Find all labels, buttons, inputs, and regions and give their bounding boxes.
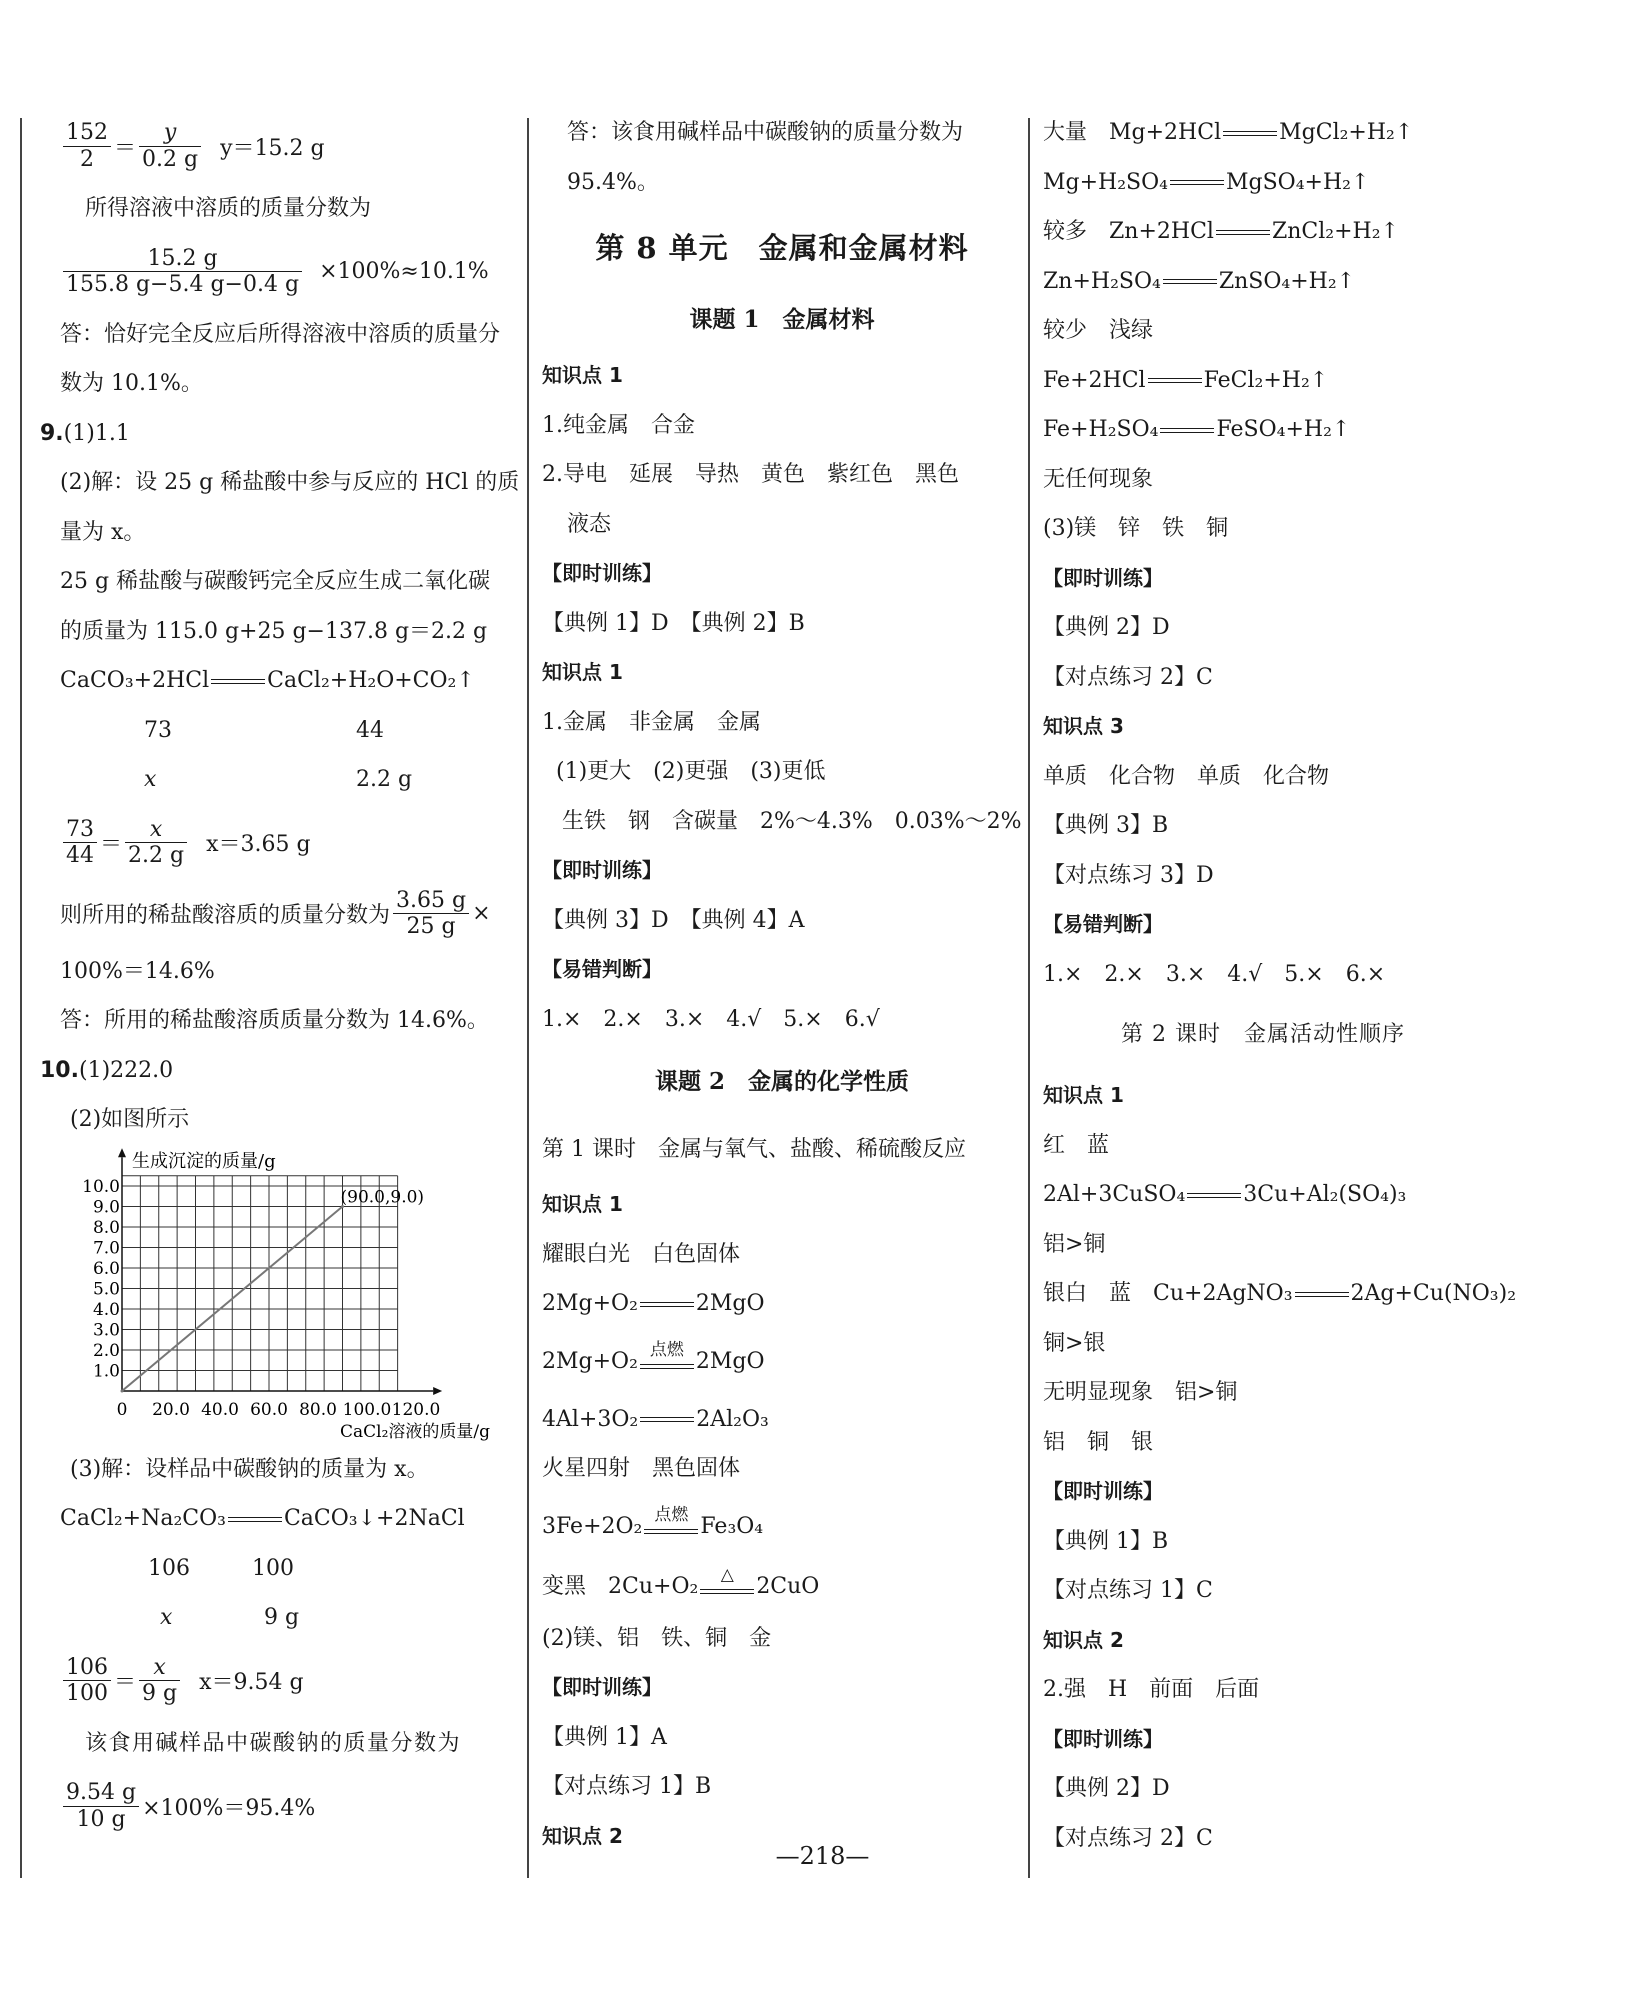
answer-line: 【对点练习 2】C [1043, 664, 1213, 690]
chart-x-tick-label: 20.0 [152, 1399, 190, 1420]
equation: 3Fe+2O₂ 点燃 Fe₃O₄ [542, 1504, 764, 1539]
answer-line: 【典例 1】A [542, 1724, 667, 1750]
column-divider-middle [527, 118, 529, 1878]
answer-line: 液态 [567, 511, 612, 537]
answer-line: 答：该食用碱样品中碳酸钠的质量分数为 [567, 120, 964, 145]
q10-proportion: $\frac{106}{100}$ ＝ $\frac{x}{9 g}$ x＝9.54 g [60, 1643, 510, 1719]
precipitate-chart [60, 1145, 510, 1445]
answer-line: 2.导电 延展 导热 黄色 紫红色 黑色 [542, 462, 959, 487]
chart-y-tick-label: 4.0 [92, 1299, 120, 1320]
chart-x-tick-label: 80.0 [299, 1399, 337, 1420]
q9-co2-line2: 的质量为 115.0 g+25 g−137.8 g＝2.2 g [60, 618, 488, 644]
lesson-title: 课题 2 金属的化学性质 [654, 1068, 909, 1095]
answer-column-1 [40, 108, 520, 1844]
equation: Zn+H₂SO₄ ZnSO₄+H₂↑ [1043, 268, 1356, 294]
answer-line: 单质 化合物 单质 化合物 [1043, 763, 1330, 789]
section-heading: 【易错判断】 [542, 957, 662, 981]
answer-line: 2.强 H 前面 后面 [1043, 1677, 1260, 1702]
lesson-title: 课题 1 金属材料 [689, 306, 875, 333]
chart-grid [122, 1175, 398, 1390]
section-heading: 【即时训练】 [1043, 565, 1163, 590]
answer-line: 95.4%。 [567, 169, 659, 195]
section-heading: 知识点 1 [542, 660, 623, 684]
answer-column-2 [542, 108, 1022, 1861]
q9-percentage: 则所用的稀盐酸溶质的质量分数为 $\frac{3.65 g}{25 g}$ × [60, 887, 491, 939]
q10-equation: CaCl₂+Na₂CO₃ CaCO₃↓+2NaCl [60, 1506, 465, 1531]
answer-line: (2)镁、铝 铁、铜 金 [542, 1625, 772, 1651]
equation: 2Al+3CuSO₄ 3Cu+Al₂(SO₄)₃ [1043, 1182, 1407, 1207]
answer-line: 【典例 3】D 【典例 4】A [542, 907, 805, 933]
answer-line: 无任何现象 [1043, 466, 1154, 492]
chart-point-annotation: (90.0,9.0) [340, 1187, 425, 1207]
answer-line: 铝 铜 银 [1043, 1429, 1154, 1455]
answer-line: 【对点练习 2】C [1043, 1825, 1213, 1851]
q8-answer-line1: 答：恰好完全反应后所得溶液中溶质的质量分 [60, 321, 501, 347]
equation: 变黑 2Cu+O₂ △ 2CuO [542, 1564, 820, 1599]
answer-line: (3)镁 锌 铁 铜 [1043, 516, 1229, 541]
precipitate-chart-svg [60, 1145, 510, 1445]
equation: 大量 Mg+2HCl MgCl₂+H₂↑ [1043, 120, 1414, 145]
answer-line: 无明显现象 铝>铜 [1043, 1380, 1238, 1405]
answer-line: 【典例 2】D [1043, 1776, 1170, 1801]
answer-line: 【典例 1】B [1043, 1528, 1169, 1554]
section-heading: 知识点 3 [1043, 714, 1124, 738]
chart-y-tick-label: 2.0 [92, 1340, 120, 1361]
chart-x-tick-label: 100.0 [342, 1399, 392, 1420]
q9-equation: CaCO₃+2HCl CaCl₂+H₂O+CO₂↑ [60, 668, 475, 693]
equation: Mg+H₂SO₄ MgSO₄+H₂↑ [1043, 169, 1370, 195]
q10-part1: 10.(1)222.0 [40, 1057, 174, 1083]
q10-ratio-row2: x 9 g [160, 1605, 300, 1630]
period-title: 第 2 课时 金属活动性顺序 [1121, 1022, 1405, 1047]
column-divider-left [20, 118, 22, 1878]
answer-line: 铝>铜 [1043, 1231, 1106, 1257]
q10-part2: (2)如图所示 [70, 1107, 190, 1132]
q9-part2-line1: (2)解：设 25 g 稀盐酸中参与反应的 HCl 的质 [60, 470, 520, 495]
equation: 4Al+3O₂ 2Al₂O₃ [542, 1406, 769, 1432]
chart-y-tick-label: 6.0 [92, 1258, 120, 1279]
q9-co2-line1: 25 g 稀盐酸与碳酸钙完全反应生成二氧化碳 [60, 569, 491, 594]
answer-line: 耀眼白光 白色固体 [542, 1241, 741, 1267]
section-heading: 知识点 2 [1043, 1627, 1124, 1652]
chart-y-tick-label: 9.0 [92, 1197, 120, 1217]
chart-tick-labels [82, 1177, 440, 1420]
answer-line: 【对点练习 1】B [542, 1774, 712, 1799]
answer-line: 生铁 钢 含碳量 2%～4.3% 0.03%～2% [562, 808, 1022, 834]
column-divider-right [1028, 118, 1030, 1878]
page-number: —218— [775, 1842, 870, 1870]
judge-answers: 1.× 2.× 3.× 4.√ 5.× 6.× [1043, 961, 1386, 987]
answer-line: 1.纯金属 合金 [542, 412, 695, 438]
q9-answer: 答：所用的稀盐酸溶质质量分数为 14.6%。 [60, 1008, 489, 1033]
equation: 2Mg+O₂ 2MgO [542, 1291, 765, 1316]
chart-x-axis-label: CaCl₂溶液的质量/g [340, 1421, 491, 1442]
chart-y-tick-label: 7.0 [92, 1238, 120, 1258]
chart-x-tick-label: 60.0 [250, 1399, 288, 1420]
chart-y-tick-label: 1.0 [92, 1361, 120, 1381]
answer-line: 火星四射 黑色固体 [542, 1456, 741, 1481]
chart-x-tick-label: 120.0 [391, 1399, 441, 1420]
unit-title: 第 8 单元 金属和金属材料 [595, 231, 969, 265]
answer-column-3 [1043, 108, 1517, 1863]
judge-answers: 1.× 2.× 3.× 4.√ 5.× 6.√ [542, 1006, 880, 1032]
answer-line: 【典例 1】D 【典例 2】B [542, 610, 805, 636]
section-heading: 知识点 1 [542, 363, 623, 387]
section-heading: 【即时训练】 [1043, 1479, 1163, 1503]
chart-y-tick-label: 10.0 [82, 1176, 120, 1197]
chart-data-point [121, 1389, 124, 1392]
section-heading: 知识点 2 [542, 1823, 623, 1848]
equation: 银白 蓝 Cu+2AgNO₃ 2Ag+Cu(NO₃)₂ [1043, 1281, 1517, 1306]
answer-line: 铜>银 [1043, 1330, 1106, 1356]
period-title: 第 1 课时 金属与氧气、盐酸、稀硫酸反应 [542, 1137, 966, 1162]
answer-line: (1)更大 (2)更强 (3)更低 [556, 759, 826, 784]
answer-line: 【典例 3】B [1043, 813, 1169, 838]
answer-line: 【对点练习 3】D [1043, 862, 1214, 888]
q9-part1: 9.(1)1.1 [40, 420, 130, 446]
equation: Fe+2HCl FeCl₂+H₂↑ [1043, 367, 1329, 393]
answer-line: 【对点练习 1】C [1043, 1578, 1213, 1603]
section-heading: 【即时训练】 [1043, 1726, 1163, 1751]
q10-text: 该食用碱样品中碳酸钠的质量分数为 [85, 1730, 462, 1756]
answer-line: 红 蓝 [1043, 1132, 1110, 1158]
answer-line: 【典例 2】D [1043, 615, 1170, 640]
chart-y-tick-label: 8.0 [92, 1217, 120, 1238]
q8-fraction: $\frac{15.2 g}{155.8 g-5.4 g-0.4 g}$ ×100%≈10.1% [60, 234, 510, 310]
section-heading: 【即时训练】 [542, 858, 662, 882]
chart-y-axis-arrow [118, 1148, 126, 1157]
q10-ratio-row1: 106 100 [148, 1555, 294, 1581]
q8-text: 所得溶液中溶质的质量分数为 [85, 196, 372, 221]
q9-ratio-row1: 73 44 [144, 717, 384, 743]
equation: 较多 Zn+2HCl ZnCl₂+H₂↑ [1043, 219, 1399, 244]
equation: Fe+H₂SO₄ FeSO₄+H₂↑ [1043, 417, 1351, 442]
q8-proportion: $\frac{152}{2}$ ＝ $\frac{y}{0.2 g}$ y＝15.2 g [60, 108, 510, 184]
chart-axes [118, 1148, 442, 1395]
equation: 2Mg+O₂ 点燃 2MgO [542, 1339, 765, 1374]
chart-y-tick-label: 3.0 [92, 1320, 120, 1340]
chart-x-tick-label: 40.0 [201, 1399, 239, 1420]
section-heading: 【易错判断】 [1043, 912, 1163, 936]
section-heading: 【即时训练】 [542, 1675, 662, 1699]
answer-line: 较少 浅绿 [1043, 318, 1154, 343]
q10-percentage: $\frac{9.54 g}{10 g}$ ×100%＝95.4% [60, 1768, 510, 1844]
chart-y-axis-label: 生成沉淀的质量/g [132, 1150, 276, 1172]
answer-line: 1.金属 非金属 金属 [542, 709, 761, 735]
section-heading: 知识点 1 [1043, 1083, 1124, 1107]
q9-percentage-result: 100%＝14.6% [60, 958, 215, 984]
q9-part2-line2: 量为 x。 [60, 519, 146, 545]
q9-ratio-row2: x 2.2 g [144, 767, 413, 792]
chart-y-tick-label: 5.0 [92, 1279, 120, 1299]
q8-answer-line2: 数为 10.1%。 [60, 371, 203, 396]
chart-x-axis-arrow [433, 1387, 442, 1395]
q10-part3: (3)解：设样品中碳酸钠的质量为 x。 [70, 1456, 429, 1482]
section-heading: 知识点 1 [542, 1192, 623, 1216]
section-heading: 【即时训练】 [542, 561, 662, 585]
q9-proportion: $\frac{73}{44}$ ＝ $\frac{x}{2.2 g}$ x＝3.65 g [60, 805, 510, 881]
chart-x-tick-label: 0 [116, 1399, 128, 1420]
